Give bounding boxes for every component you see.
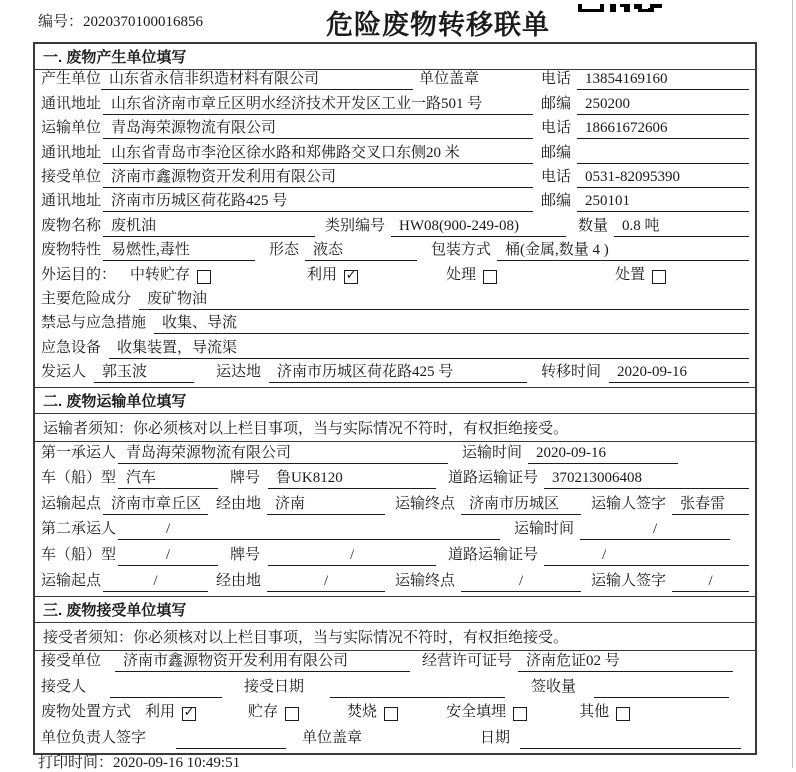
transport-unit-value: 青岛海荣源物流有限公司 bbox=[103, 116, 533, 139]
vehicle-type-label: 车（船）型 bbox=[41, 547, 117, 564]
route-end-value: / bbox=[461, 573, 581, 592]
permit-value: 济南危证02 号 bbox=[518, 649, 733, 672]
checkbox-label: 中转贮存 bbox=[130, 266, 191, 283]
sender-label: 发运人 bbox=[41, 364, 87, 381]
checkbox-label: 利用 bbox=[307, 266, 338, 283]
route2-row bbox=[35, 570, 755, 596]
route-end-value: 济南市历城区 bbox=[461, 492, 581, 515]
produce-unit-value: 山东省永信非织造材料有限公司 bbox=[101, 67, 413, 90]
vehicle1-row bbox=[35, 468, 755, 494]
vehicle2-row bbox=[35, 544, 755, 570]
checkbox-icon bbox=[182, 704, 196, 721]
addr-value: 山东省济南市章丘区明水经济技术开发区工业一路501 号 bbox=[103, 92, 533, 115]
route-end-label: 运输终点 bbox=[395, 572, 456, 589]
waste-prop-value: 易燃性,毒性 bbox=[103, 238, 255, 261]
checkbox-label: 焚烧 bbox=[347, 704, 378, 721]
quantity-label: 数量 bbox=[578, 217, 609, 234]
addr-label: 通讯地址 bbox=[41, 144, 102, 161]
transport-time-value: 2020-09-16 bbox=[528, 445, 678, 464]
receive-unit-row bbox=[35, 168, 755, 192]
hazard-row bbox=[35, 290, 755, 314]
waste-name-label: 废物名称 bbox=[41, 217, 102, 234]
route-start-label: 运输起点 bbox=[41, 495, 102, 512]
page-edge-line bbox=[792, 0, 793, 768]
transfer-time-label: 转移时间 bbox=[541, 364, 602, 381]
taboo-label: 禁忌与应急措施 bbox=[41, 315, 147, 332]
equipment-row bbox=[35, 338, 755, 362]
purpose-row bbox=[35, 265, 755, 289]
vehicle-type-value: / bbox=[118, 547, 218, 566]
carrier1-label: 第一承运人 bbox=[41, 444, 117, 461]
route-via-label: 经由地 bbox=[216, 495, 262, 512]
phone-value: 13854169160 bbox=[577, 71, 749, 90]
checkbox-icon bbox=[197, 270, 211, 284]
checkbox-icon bbox=[513, 707, 527, 721]
disposal-option bbox=[347, 700, 398, 723]
plate-value: / bbox=[268, 547, 436, 566]
transporter-sign-value: 张春雷 bbox=[672, 492, 749, 515]
purpose-label: 外运目的： bbox=[41, 266, 117, 283]
section2-header: 二. 废物运输单位填写 bbox=[35, 387, 755, 414]
doc-number-label: 编号： bbox=[38, 14, 84, 30]
phone-label: 电话 bbox=[540, 168, 571, 185]
receive-unit-label: 接受单位 bbox=[41, 168, 102, 185]
form-value: 液态 bbox=[305, 238, 417, 261]
receive-unit-row2 bbox=[35, 651, 755, 677]
taboo-row bbox=[35, 314, 755, 338]
zip-label: 邮编 bbox=[540, 95, 571, 112]
purpose-option bbox=[615, 263, 666, 286]
produce-addr-row bbox=[35, 94, 755, 118]
plate-value: 鲁UK8120 bbox=[268, 466, 436, 489]
receive-date-value bbox=[330, 696, 505, 698]
signed-qty-value bbox=[594, 696, 729, 698]
route-end-label: 运输终点 bbox=[395, 495, 456, 512]
carrier1-value: 青岛海荣源物流有限公司 bbox=[118, 441, 448, 464]
carrier1-row bbox=[35, 442, 755, 468]
print-time-label: 打印时间： bbox=[38, 755, 114, 771]
permit-label: 经营许可证号 bbox=[422, 653, 513, 670]
checkbox-label: 贮存 bbox=[248, 704, 279, 721]
sender-value: 郭玉波 bbox=[94, 360, 194, 383]
transport-unit-label: 运输单位 bbox=[41, 120, 102, 137]
produce-unit-label: 产生单位 bbox=[41, 71, 102, 88]
purpose-option bbox=[130, 263, 211, 286]
phone-label: 电话 bbox=[540, 71, 571, 88]
sender-row bbox=[35, 363, 755, 387]
vehicle-type-value: 汽车 bbox=[118, 466, 218, 489]
checkbox-icon bbox=[616, 707, 630, 721]
equipment-value: 收集装置，导流渠 bbox=[109, 336, 749, 359]
packing-value: 桶(金属,数量 4 ) bbox=[497, 238, 749, 261]
zip-value: 250101 bbox=[577, 193, 749, 212]
route-via-value: / bbox=[267, 573, 385, 592]
addr-value: 济南市历城区荷花路425 号 bbox=[103, 189, 533, 212]
disposal-row bbox=[35, 702, 755, 728]
category-label: 类别编号 bbox=[325, 217, 386, 234]
responsible-sign-row bbox=[35, 727, 755, 753]
qr-code-fragment bbox=[578, 0, 662, 8]
plate-label: 牌号 bbox=[230, 547, 261, 564]
manifest-table bbox=[33, 42, 757, 755]
page-title: 危险废物转移联单 bbox=[326, 10, 550, 40]
hazard-value: 废矿物油 bbox=[139, 287, 749, 310]
quantity-value: 0.8 吨 bbox=[614, 214, 749, 237]
road-cert-value: 370213006408 bbox=[544, 470, 749, 489]
zip-value bbox=[577, 162, 749, 164]
zip-value: 250200 bbox=[577, 96, 749, 115]
disposal-option bbox=[248, 700, 299, 723]
transport-addr-row bbox=[35, 143, 755, 167]
signed-qty-label: 签收量 bbox=[531, 678, 577, 695]
receive-unit-value: 济南市鑫源物资开发利用有限公司 bbox=[115, 649, 410, 672]
checkbox-icon bbox=[285, 707, 299, 721]
date-label: 日期 bbox=[480, 730, 511, 747]
produce-unit-row bbox=[35, 70, 755, 94]
addr-label: 通讯地址 bbox=[41, 193, 102, 210]
dest-value: 济南市历城区荷花路425 号 bbox=[269, 360, 527, 383]
addr-label: 通讯地址 bbox=[41, 95, 102, 112]
phone-label: 电话 bbox=[540, 120, 571, 137]
waste-name-value: 废机油 bbox=[103, 214, 315, 237]
phone-value: 0531-82095390 bbox=[577, 169, 749, 188]
purpose-option bbox=[307, 263, 358, 286]
zip-label: 邮编 bbox=[540, 193, 571, 210]
transport-time-label: 运输时间 bbox=[462, 444, 523, 461]
transfer-time-value: 2020-09-16 bbox=[609, 364, 749, 383]
addr-value: 山东省青岛市李沧区徐水路和郑佛路交叉口东侧20 米 bbox=[103, 141, 533, 164]
transport-time-label: 运输时间 bbox=[514, 521, 575, 538]
hazard-label: 主要危险成分 bbox=[41, 290, 132, 307]
section3-header: 三. 废物接受单位填写 bbox=[35, 596, 755, 623]
responsible-sign-label: 单位负责人签字 bbox=[41, 730, 147, 747]
receiver-row bbox=[35, 676, 755, 702]
disposal-option bbox=[446, 700, 527, 723]
receiver-notice: 接受者须知：你必须核对以上栏目事项，当与实际情况不符时，有权拒绝接受。 bbox=[35, 623, 755, 651]
dest-label: 运达地 bbox=[216, 364, 262, 381]
route-via-value: 济南 bbox=[267, 492, 385, 515]
transporter-sign-label: 运输人签字 bbox=[591, 572, 667, 589]
transport-time-value: / bbox=[580, 521, 730, 540]
receive-addr-row bbox=[35, 192, 755, 216]
receiver-label: 接受人 bbox=[41, 678, 87, 695]
check-mark: ✓ bbox=[183, 704, 195, 720]
disposal-label: 废物处置方式 bbox=[41, 704, 132, 721]
disposal-option bbox=[145, 700, 196, 723]
checkbox-label: 安全填埋 bbox=[446, 704, 507, 721]
packing-label: 包装方式 bbox=[431, 242, 492, 259]
transport-unit-row bbox=[35, 119, 755, 143]
transporter-sign-value: / bbox=[672, 573, 749, 592]
checkbox-icon bbox=[652, 270, 666, 284]
checkbox-label: 处置 bbox=[615, 266, 646, 283]
category-value: HW08(900-249-08) bbox=[391, 218, 566, 237]
stamp-label: 单位盖章 bbox=[419, 71, 480, 88]
carrier2-row bbox=[35, 519, 755, 545]
checkbox-label: 利用 bbox=[145, 704, 176, 721]
checkbox-label: 处理 bbox=[446, 266, 477, 283]
waste-prop-row bbox=[35, 241, 755, 265]
section1-header: 一. 废物产生单位填写 bbox=[35, 44, 755, 70]
transporter-notice: 运输者须知：你必须核对以上栏目事项，当与实际情况不符时，有权拒绝接受。 bbox=[35, 414, 755, 442]
waste-prop-label: 废物特性 bbox=[41, 242, 102, 259]
phone-value: 18661672606 bbox=[577, 120, 749, 139]
taboo-value: 收集、导流 bbox=[154, 311, 749, 334]
print-time-value: 2020-09-16 10:49:51 bbox=[113, 755, 241, 771]
zip-label: 邮编 bbox=[540, 144, 571, 161]
waste-name-row bbox=[35, 216, 755, 240]
road-cert-label: 道路运输证号 bbox=[448, 470, 539, 487]
receive-unit-value: 济南市鑫源物资开发利用有限公司 bbox=[103, 165, 533, 188]
receive-unit-label: 接受单位 bbox=[41, 653, 102, 670]
road-cert-value: / bbox=[544, 547, 749, 566]
plate-label: 牌号 bbox=[230, 470, 261, 487]
route1-row bbox=[35, 493, 755, 519]
route-via-label: 经由地 bbox=[216, 572, 262, 589]
checkbox-icon bbox=[344, 266, 358, 284]
transporter-sign-label: 运输人签字 bbox=[591, 495, 667, 512]
carrier2-value: / bbox=[118, 521, 500, 540]
doc-number-value: 2020370100016856 bbox=[83, 14, 204, 30]
checkbox-icon bbox=[483, 270, 497, 284]
check-mark: ✓ bbox=[345, 266, 357, 282]
date-value bbox=[520, 747, 741, 749]
receive-date-label: 接受日期 bbox=[244, 678, 305, 695]
qr-code-fragment-icon bbox=[578, 4, 662, 12]
disposal-option bbox=[579, 700, 630, 723]
route-start-label: 运输起点 bbox=[41, 572, 102, 589]
vehicle-type-label: 车（船）型 bbox=[41, 470, 117, 487]
route-start-value: / bbox=[103, 573, 208, 592]
checkbox-icon bbox=[384, 707, 398, 721]
route-start-value: 济南市章丘区 bbox=[103, 492, 208, 515]
checkbox-label: 其他 bbox=[579, 704, 610, 721]
unit-stamp-label: 单位盖章 bbox=[302, 730, 363, 747]
equipment-label: 应急设备 bbox=[41, 339, 102, 356]
receiver-value bbox=[110, 696, 222, 698]
road-cert-label: 道路运输证号 bbox=[448, 547, 539, 564]
responsible-sign-value bbox=[176, 747, 286, 749]
print-time bbox=[38, 751, 240, 772]
form-label: 形态 bbox=[269, 242, 300, 259]
purpose-option bbox=[446, 263, 497, 286]
carrier2-label: 第二承运人 bbox=[41, 521, 117, 538]
